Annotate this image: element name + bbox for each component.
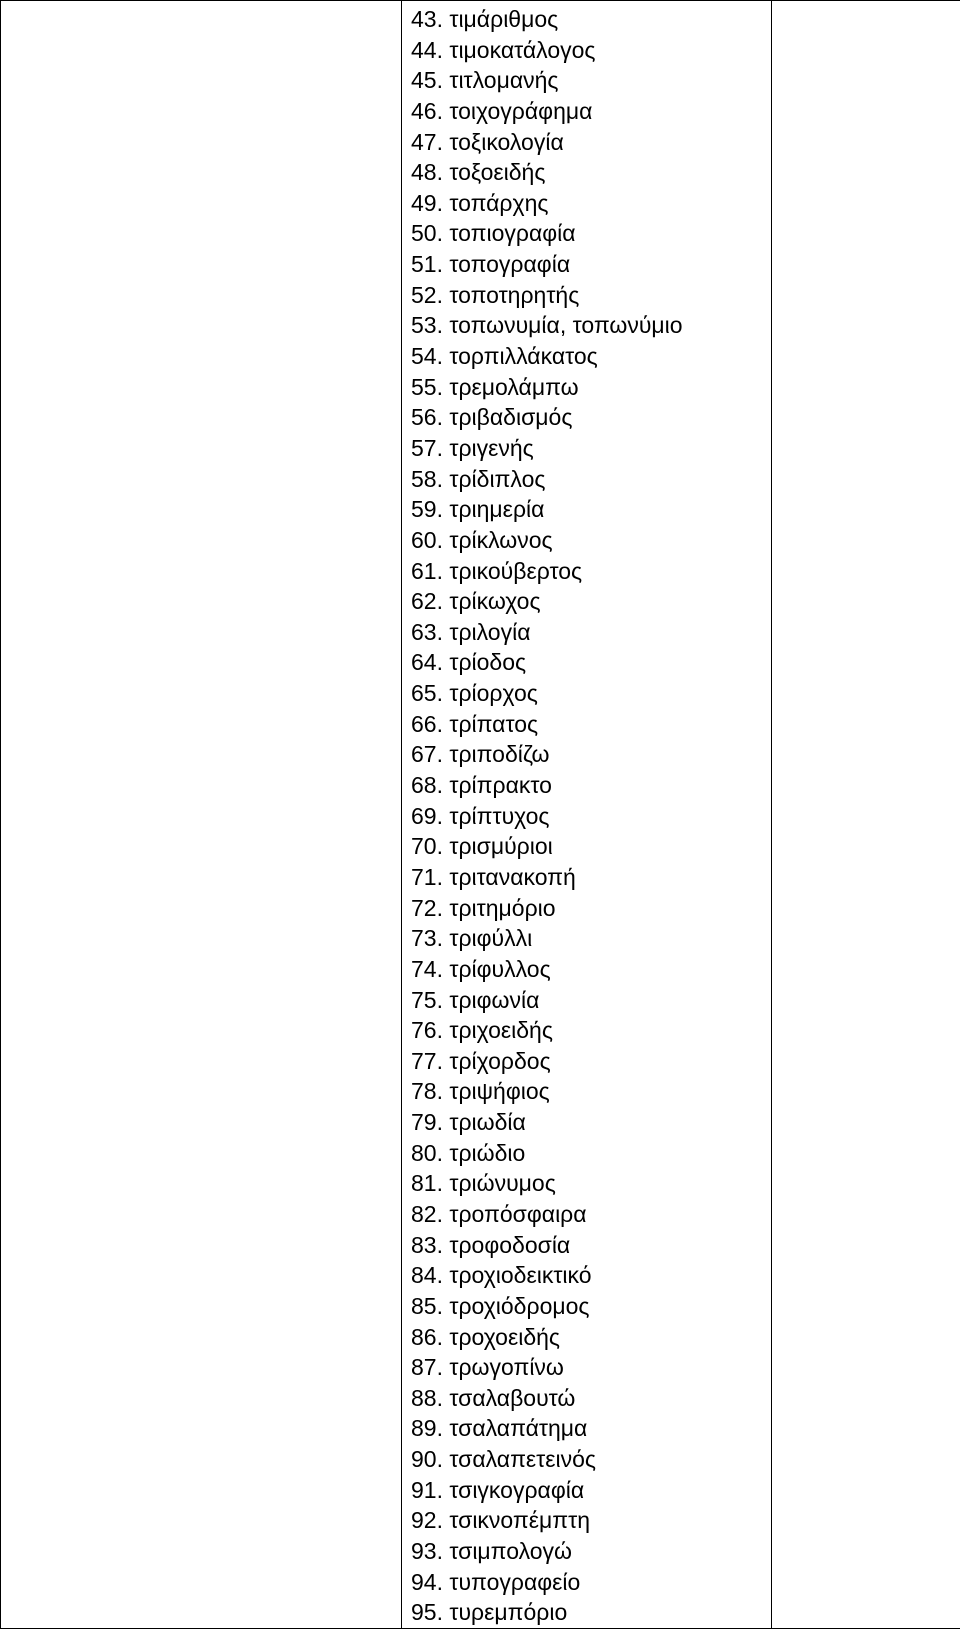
- list-item: 93. τσιμπολογώ: [411, 1536, 771, 1567]
- list-item: 66. τρίπατος: [411, 709, 771, 740]
- list-item: 90. τσαλαπετεινός: [411, 1444, 771, 1475]
- list-item: 63. τριλογία: [411, 617, 771, 648]
- list-item: 88. τσαλαβουτώ: [411, 1383, 771, 1414]
- list-item: 95. τυρεμπόριο: [411, 1597, 771, 1628]
- list-item: 53. τοπωνυμία, τοπωνύμιο: [411, 310, 771, 341]
- list-item: 60. τρίκλωνος: [411, 525, 771, 556]
- list-item: 84. τροχιοδεικτικό: [411, 1260, 771, 1291]
- list-item: 51. τοπογραφία: [411, 249, 771, 280]
- list-item: 75. τριφωνία: [411, 985, 771, 1016]
- list-item: 65. τρίορχος: [411, 678, 771, 709]
- list-item: 74. τρίφυλλος: [411, 954, 771, 985]
- list-item: 85. τροχιόδρομος: [411, 1291, 771, 1322]
- list-item: 69. τρίπτυχος: [411, 801, 771, 832]
- list-item: 68. τρίπρακτο: [411, 770, 771, 801]
- list-item: 52. τοποτηρητής: [411, 280, 771, 311]
- list-item: 73. τριφύλλι: [411, 923, 771, 954]
- list-item: 59. τριημερία: [411, 494, 771, 525]
- list-item: 61. τρικούβερτος: [411, 556, 771, 587]
- list-item: 43. τιμάριθμος: [411, 4, 771, 35]
- list-item: 72. τριτημόριο: [411, 893, 771, 924]
- list-item: 57. τριγενής: [411, 433, 771, 464]
- word-list-cell: [402, 1, 772, 1629]
- list-item: 47. τοξικολογία: [411, 127, 771, 158]
- list-item: 54. τορπιλλάκατος: [411, 341, 771, 372]
- list-item: 46. τοιχογράφημα: [411, 96, 771, 127]
- right-empty-cell: [772, 1, 960, 1629]
- list-item: 70. τρισμύριοι: [411, 831, 771, 862]
- list-item: 77. τρίχορδος: [411, 1046, 771, 1077]
- list-item: 76. τριχοειδής: [411, 1015, 771, 1046]
- list-item: 83. τροφοδοσία: [411, 1230, 771, 1261]
- list-item: 82. τροπόσφαιρα: [411, 1199, 771, 1230]
- list-item: 50. τοπιογραφία: [411, 218, 771, 249]
- list-item: 86. τροχοειδής: [411, 1322, 771, 1353]
- list-item: 55. τρεμολάμπω: [411, 372, 771, 403]
- list-item: 44. τιμοκατάλογος: [411, 35, 771, 66]
- list-item: 89. τσαλαπάτημα: [411, 1413, 771, 1444]
- list-item: 71. τριτανακοπή: [411, 862, 771, 893]
- list-item: 62. τρίκωχος: [411, 586, 771, 617]
- word-list: [402, 1, 771, 1628]
- list-item: 81. τριώνυμος: [411, 1168, 771, 1199]
- list-item: 56. τριβαδισμός: [411, 402, 771, 433]
- left-empty-cell: [1, 1, 402, 1629]
- list-item: 78. τριψήφιος: [411, 1076, 771, 1107]
- list-item: 49. τοπάρχης: [411, 188, 771, 219]
- list-item: 79. τριωδία: [411, 1107, 771, 1138]
- list-item: 48. τοξοειδής: [411, 157, 771, 188]
- list-item: 92. τσικνοπέμπτη: [411, 1505, 771, 1536]
- list-item: 45. τιτλομανής: [411, 65, 771, 96]
- list-item: 87. τρωγοπίνω: [411, 1352, 771, 1383]
- list-item: 91. τσιγκογραφία: [411, 1475, 771, 1506]
- list-item: 80. τριώδιο: [411, 1138, 771, 1169]
- list-item: 67. τριποδίζω: [411, 739, 771, 770]
- list-item: 94. τυπογραφείο: [411, 1567, 771, 1598]
- list-item: 58. τρίδιπλος: [411, 464, 771, 495]
- table-row: [1, 1, 960, 1629]
- list-item: 64. τρίοδος: [411, 647, 771, 678]
